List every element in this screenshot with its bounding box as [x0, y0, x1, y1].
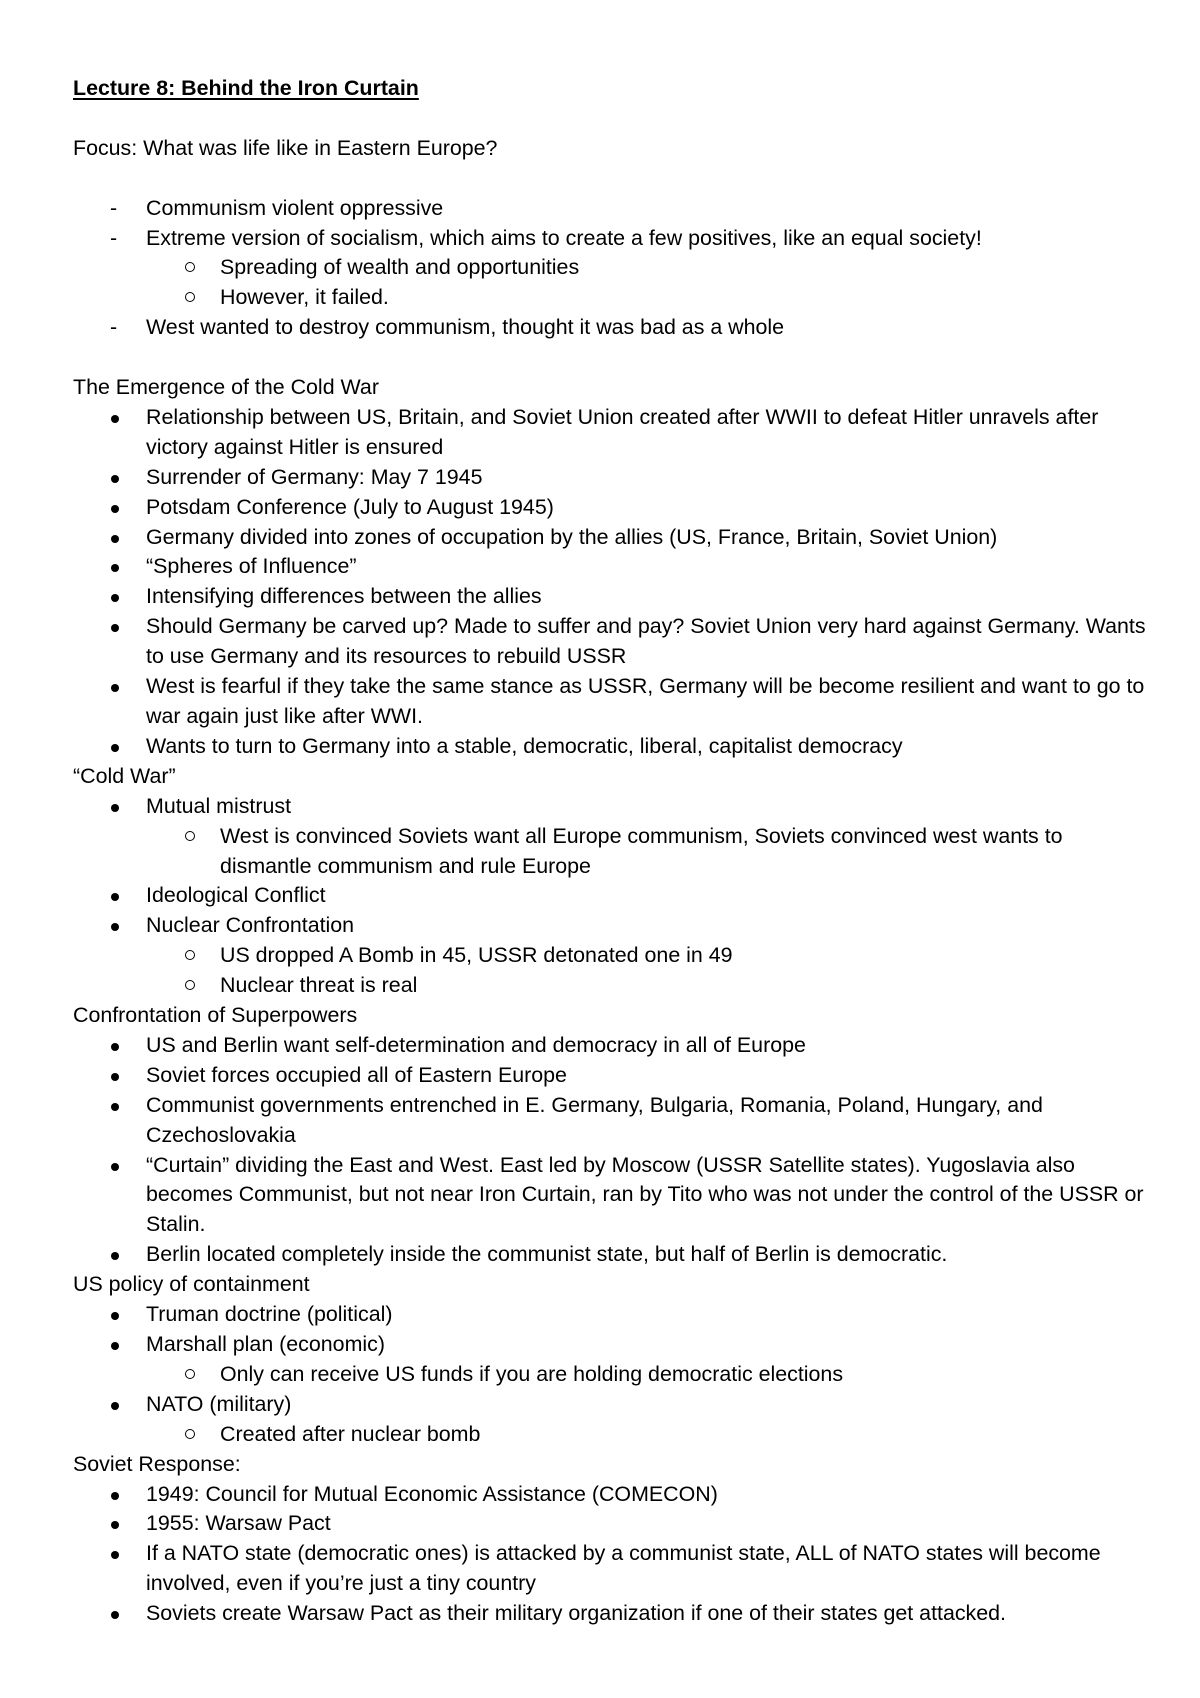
list-item: Potsdam Conference (July to August 1945) [73, 493, 1153, 523]
bullet-icon [111, 1073, 119, 1081]
list-item: Marshall plan (economic) [73, 1330, 1153, 1360]
list-item: Communist governments entrenched in E. Germany, Bulgaria, Romania, Poland, Hungary, and Czechoslovakia [73, 1091, 1153, 1151]
list-item: Intensifying differences between the allies [73, 582, 1153, 612]
page-title: Lecture 8: Behind the Iron Curtain [73, 76, 419, 100]
focus-line: Focus: What was life like in Eastern Europe? [73, 135, 498, 160]
list-item: West is fearful if they take the same stance as USSR, Germany will be become resilient and want to go to war again just like after WWI. [73, 672, 1153, 732]
bullet-icon [111, 1103, 119, 1111]
dash-marker: - [110, 225, 118, 250]
circle-bullet-icon [185, 1429, 195, 1439]
sub-list-item: Created after nuclear bomb [73, 1420, 1153, 1450]
bullet-icon [111, 475, 119, 483]
section-heading: Soviet Response: [73, 1451, 241, 1476]
list-item: Surrender of Germany: May 7 1945 [73, 463, 1153, 493]
sub-list-item: Nuclear threat is real [73, 971, 1153, 1001]
bullet-icon [111, 1043, 119, 1051]
bullet-icon [111, 1402, 119, 1410]
list-item: US and Berlin want self-determination and democracy in all of Europe [73, 1031, 1153, 1061]
sub-list-item: Spreading of wealth and opportunities [73, 253, 1153, 283]
list-item: - West wanted to destroy communism, thought it was bad as a whole [73, 313, 1153, 343]
bullet-icon [111, 1163, 119, 1171]
list-item: “Curtain” dividing the East and West. East led by Moscow (USSR Satellite states). Yugoslavia also becomes Communist, but not near Iron Curtain, ran by Tito who was not under the control of the USSR or Stalin. [73, 1151, 1153, 1241]
list-item: Nuclear Confrontation [73, 911, 1153, 941]
bullet-icon [111, 1492, 119, 1500]
sub-list-item: US dropped A Bomb in 45, USSR detonated one in 49 [73, 941, 1153, 971]
dash-marker: - [110, 315, 118, 340]
list-item: - Extreme version of socialism, which aims to create a few positives, like an equal society! [73, 224, 1153, 254]
list-item: - Communism violent oppressive [73, 194, 1153, 224]
list-item: Should Germany be carved up? Made to suffer and pay? Soviet Union very hard against Germany. Wants to use Germany and its resources to rebuild USSR [73, 612, 1153, 672]
sub-list-item: Only can receive US funds if you are holding democratic elections [73, 1360, 1153, 1390]
section-heading: The Emergence of the Cold War [73, 375, 379, 400]
section-heading: Confrontation of Superpowers [73, 1003, 358, 1028]
sub-list-item: However, it failed. [73, 283, 1153, 313]
list-item: “Spheres of Influence” [73, 552, 1153, 582]
list-item: Soviet forces occupied all of Eastern Europe [73, 1061, 1153, 1091]
list-item: Ideological Conflict [73, 881, 1153, 911]
circle-bullet-icon [185, 1369, 195, 1379]
bullet-icon [111, 535, 119, 543]
list-item: Mutual mistrust [73, 792, 1153, 822]
bullet-icon [111, 1342, 119, 1350]
section-heading: US policy of containment [73, 1272, 310, 1297]
list-item: NATO (military) [73, 1390, 1153, 1420]
sub-list-item: West is convinced Soviets want all Europe communism, Soviets convinced west wants to dismantle communism and rule Europe [73, 822, 1153, 882]
bullet-icon [111, 804, 119, 812]
bullet-icon [111, 415, 119, 423]
section-heading: “Cold War” [73, 763, 176, 788]
list-item: Germany divided into zones of occupation by the allies (US, France, Britain, Soviet Union) [73, 523, 1153, 553]
list-item: Wants to turn to Germany into a stable, democratic, liberal, capitalist democracy [73, 732, 1153, 762]
list-item: Truman doctrine (political) [73, 1300, 1153, 1330]
list-item: Berlin located completely inside the communist state, but half of Berlin is democratic. [73, 1240, 1153, 1270]
list-item: 1955: Warsaw Pact [73, 1509, 1153, 1539]
list-item: 1949: Council for Mutual Economic Assistance (COMECON) [73, 1480, 1153, 1510]
circle-bullet-icon [185, 831, 195, 841]
document-page [73, 74, 1153, 1629]
dash-marker: - [110, 195, 118, 220]
list-item: If a NATO state (democratic ones) is attacked by a communist state, ALL of NATO states will become involved, even if you’re just a tiny country [73, 1539, 1153, 1599]
bullet-icon [111, 744, 119, 752]
list-item: Relationship between US, Britain, and Soviet Union created after WWII to defeat Hitler unravels after victory against Hitler is ensured [73, 403, 1153, 463]
bullet-icon [111, 505, 119, 513]
list-item: Soviets create Warsaw Pact as their military organization if one of their states get attacked. [73, 1599, 1153, 1629]
